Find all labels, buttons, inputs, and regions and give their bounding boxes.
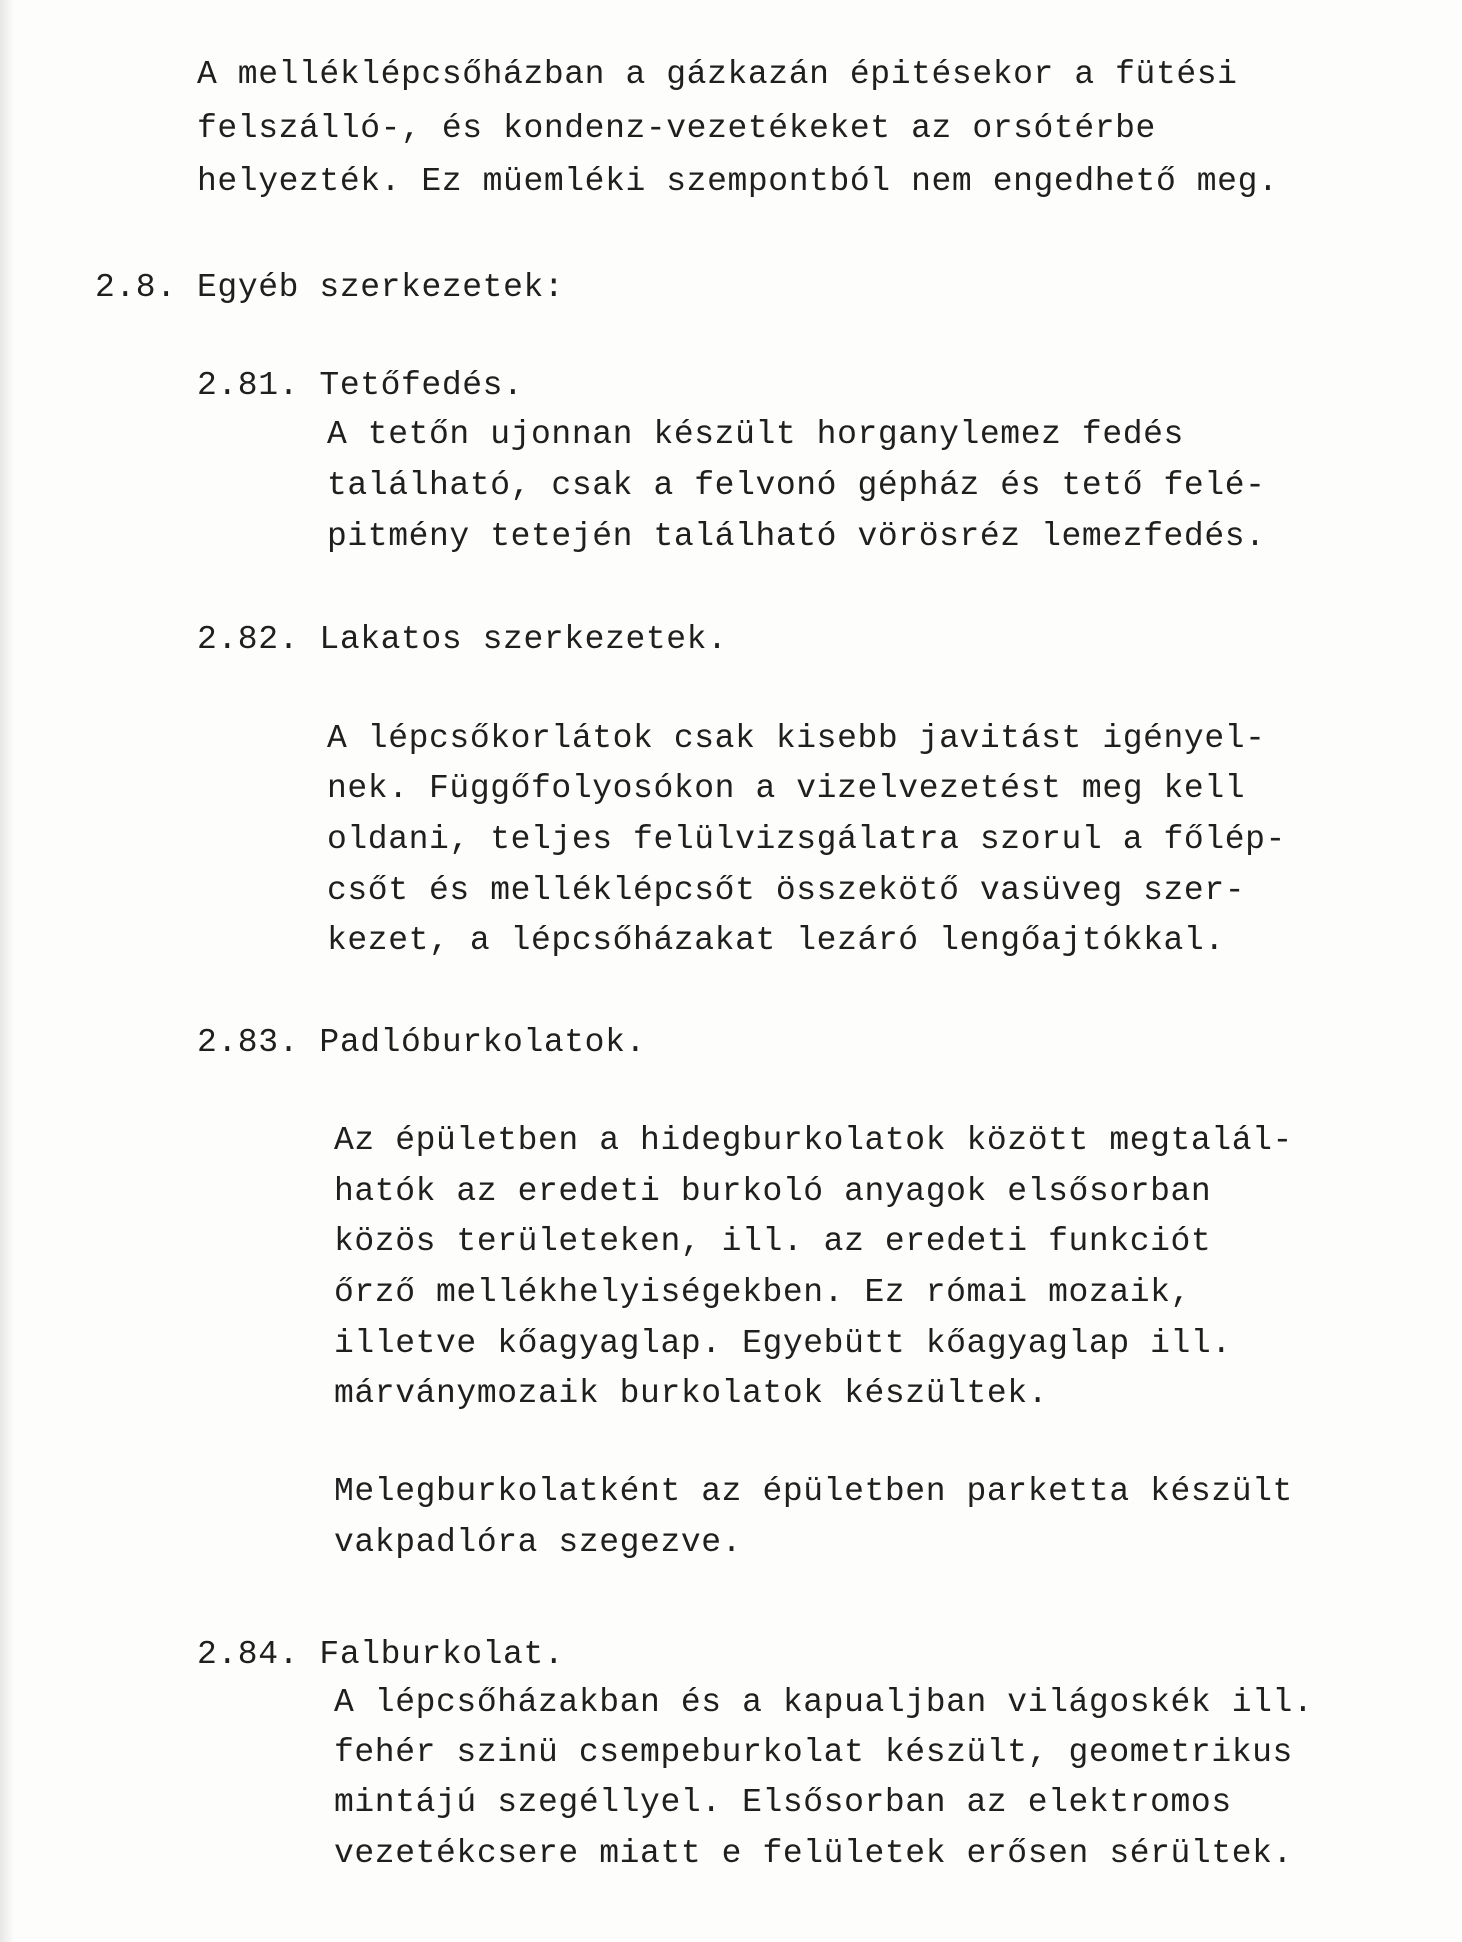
section-2-84-line-2: fehér szinü csempeburkolat készült, geometrikus [334, 1734, 1293, 1771]
section-2-84-heading: 2.84. Falburkolat. [197, 1636, 565, 1673]
section-2-83-p1-line-5: illetve kőagyaglap. Egyebütt kőagyaglap ill. [334, 1325, 1232, 1362]
section-2-82-line-1: A lépcsőkorlátok csak kisebb javitást igényel- [327, 720, 1266, 757]
section-2-84-line-1: A lépcsőházakban és a kapualjban világoskék ill. [334, 1684, 1314, 1721]
section-2-83-p2-line-1: Melegburkolatként az épületben parketta készült [334, 1473, 1293, 1510]
page-edge-shadow [0, 0, 14, 1942]
section-2-81-line-3: pitmény tetején található vörösréz lemezfedés. [327, 518, 1266, 555]
section-2-83-p2-line-2: vakpadlóra szegezve. [334, 1524, 743, 1561]
section-2-81-line-1: A tetőn ujonnan készült horganylemez fedés [327, 416, 1184, 453]
intro-line-3: helyezték. Ez müemléki szempontból nem engedhető meg. [197, 163, 1279, 200]
section-2-81-line-2: található, csak a felvonó gépház és tető felé- [327, 467, 1266, 504]
section-2-83-p1-line-3: közös területeken, ill. az eredeti funkciót [334, 1223, 1212, 1260]
intro-line-1: A melléklépcsőházban a gázkazán épitésekor a fütési [197, 56, 1238, 93]
section-2-83-p1-line-2: hatók az eredeti burkoló anyagok elsősorban [334, 1173, 1212, 1210]
section-2-84-line-3: mintájú szegéllyel. Elsősorban az elektromos [334, 1784, 1232, 1821]
section-2-82-line-2: nek. Függőfolyosókon a vizelvezetést meg kell [327, 770, 1246, 807]
intro-line-2: felszálló-, és kondenz-vezetékeket az orsótérbe [197, 110, 1156, 147]
section-2-84-line-4: vezetékcsere miatt e felületek erősen sérültek. [334, 1835, 1293, 1872]
section-2-82-heading: 2.82. Lakatos szerkezetek. [197, 621, 728, 658]
section-2-81-heading: 2.81. Tetőfedés. [197, 367, 524, 404]
section-2-82-line-3: oldani, teljes felülvizsgálatra szorul a főlép- [327, 821, 1286, 858]
section-2-83-p1-line-6: márványmozaik burkolatok készültek. [334, 1375, 1049, 1412]
section-2-8-heading: 2.8. Egyéb szerkezetek: [95, 269, 565, 306]
section-2-82-line-4: csőt és melléklépcsőt összekötő vasüveg szer- [327, 872, 1246, 909]
section-2-83-p1-line-4: őrző mellékhelyiségekben. Ez római mozaik, [334, 1274, 1191, 1311]
section-2-83-p1-line-1: Az épületben a hidegburkolatok között megtalál- [334, 1122, 1293, 1159]
section-2-82-line-5: kezet, a lépcsőházakat lezáró lengőajtókkal. [327, 922, 1225, 959]
section-2-83-heading: 2.83. Padlóburkolatok. [197, 1024, 646, 1061]
